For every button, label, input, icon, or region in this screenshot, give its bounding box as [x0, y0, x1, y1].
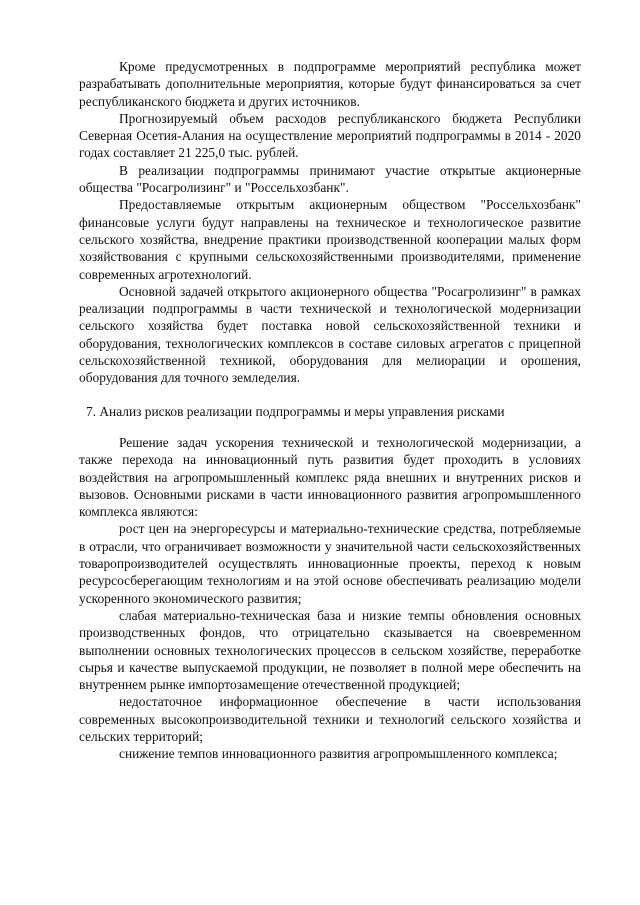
section-heading: 7. Анализ рисков реализации подпрограммы и меры управления рисками: [86, 403, 505, 419]
paragraph-risk-innovation-slowdown: снижение темпов инновационного развития агропромышленного комплекса;: [119, 746, 558, 762]
paragraph-participants: В реализации подпрограммы принимают участие открытые акционерные общества "Росагролизинг" и "Россельхозбанк".: [79, 162, 581, 196]
paragraph-risk-intro: Решение задач ускорения технической и технологической модернизации, а также перехода на инновационный путь развития будет проходить в условиях воздействия на агропромышленный комплекс ряда внешних и внутренних рисков и вызовов. Основными рисками в части инновационного развития агропромышленного комплекса являются:: [79, 434, 581, 520]
document-page: [79, 58, 581, 763]
paragraph-rosagroleasing: Основной задачей открытого акционерного общества "Росагролизинг" в рамках реализации подпрограммы в части технической и технологической модернизации сельского хозяйства будет поставка новой сельскохозяйственной техники и оборудования, технологических комплексов в составе силовых агрегатов с прицепной сельскохозяйственной техникой, оборудования для мелиорации и орошения, оборудования для точного земледелия.: [79, 283, 581, 386]
paragraph-additional-measures: Кроме предусмотренных в подпрограмме мероприятий республика может разрабатывать дополнительные мероприятия, которые будут финансироваться за счет республиканского бюджета и других источников.: [79, 59, 581, 109]
paragraph-rosselkhozbank: Предоставляемые открытым акционерным обществом "Россельхозбанк" финансовые услуги будут направлены на техническое и технологическое развитие сельского хозяйства, внедрение практики производственной кооперации малых форм хозяйствования с крупными сельскохозяйственными производителями, применение современных агротехнологий.: [79, 197, 581, 282]
paragraph-risk-energy-prices: рост цен на энергоресурсы и материально-технические средства, потребляемые в отрасли, что ограничивает возможности у значительной части сельскохозяйственных товаропроизводителей осуществлять инновационные проекты, переход к новым ресурсосберегающим технологиям и на этой основе обеспечивать реализацию модели ускоренного экономического развития;: [79, 521, 581, 606]
paragraph-risk-weak-base: слабая материально-техническая база и низкие темпы обновления основных производственных фондов, что отрицательно сказывается на своевременном выполнении основных технологических процессов в сельском хозяйстве, переработке сырья и качестве выпускаемой продукции, не позволяет в полной мере обеспечить на внутреннем рынке импортозамещение отечественной продукцией;: [79, 607, 581, 693]
paragraph-risk-information: недостаточное информационное обеспечение в части использования современных высокопроизводительной техники и технологий сельского хозяйства и сельских территорий;: [79, 694, 581, 744]
paragraph-budget-forecast: Прогнозируемый объем расходов республиканского бюджета Республики Северная Осетия-Алания на осуществление мероприятий подпрограммы в 2014 - 2020 годах составляет 21 225,0 тыс. рублей.: [79, 110, 581, 161]
